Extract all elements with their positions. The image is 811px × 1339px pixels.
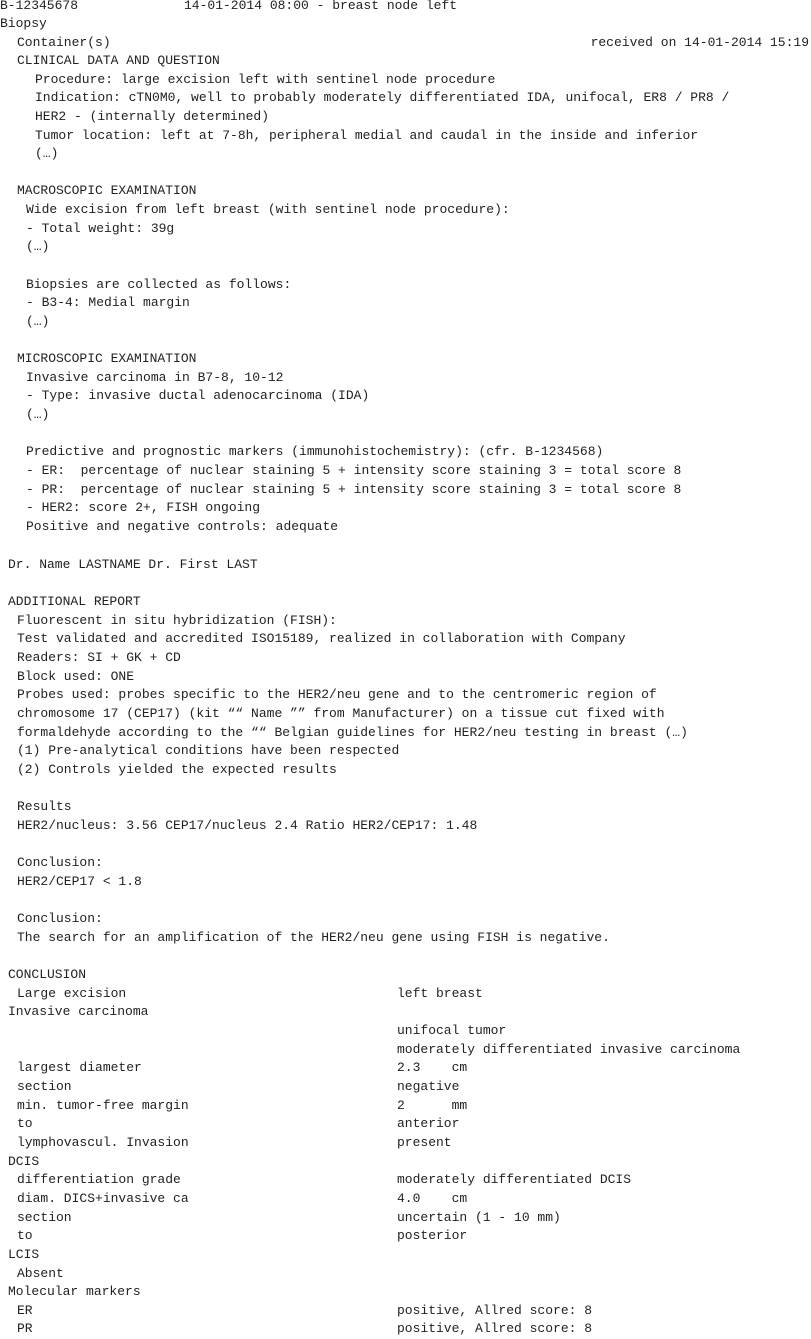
micro-line: - PR: percentage of nuclear staining 5 + intensity score staining 3 = total score 8	[26, 482, 682, 497]
macro-line: - Total weight: 39g	[26, 221, 175, 236]
conclusion2-heading: Conclusion:	[17, 911, 103, 926]
container-label: Container(s)	[17, 35, 111, 50]
conclusion2-line: The search for an amplification of the HER2/neu gene using FISH is negative.	[17, 930, 610, 945]
micro-line: - Type: invasive ductal adenocarcinoma (IDA)	[26, 388, 370, 403]
conclusion-row: section negative	[17, 1079, 460, 1094]
conclusion-row: moderately differentiated invasive carcinoma	[397, 1042, 741, 1057]
additional-heading: ADDITIONAL REPORT	[8, 594, 141, 609]
micro-line: - ER: percentage of nuclear staining 5 + intensity score staining 3 = total score 8	[26, 463, 682, 478]
conclusion-row: section uncertain (1 - 10 mm)	[17, 1210, 561, 1225]
conclusion-row: LCIS	[8, 1247, 40, 1262]
conclusion-heading: CONCLUSION	[8, 967, 87, 982]
conclusion-row: unifocal tumor	[397, 1023, 507, 1038]
micro-line: - HER2: score 2+, FISH ongoing	[26, 500, 261, 515]
conclusion-row: Molecular markers	[8, 1284, 141, 1299]
conclusion-row: DCIS	[8, 1154, 40, 1169]
conclusion-row: min. tumor-free margin 2 mm	[17, 1098, 468, 1113]
micro-line: Positive and negative controls: adequate	[26, 519, 339, 534]
macro-heading: MACROSCOPIC EXAMINATION	[17, 183, 197, 198]
additional-line: Readers: SI + GK + CD	[17, 650, 181, 665]
conclusion-row: lymphovascul. Invasion present	[17, 1135, 452, 1150]
report-type: Biopsy	[0, 16, 47, 31]
conclusion-row: to anterior	[17, 1116, 460, 1131]
report-header-line	[0, 0, 811, 15]
micro-heading: MICROSCOPIC EXAMINATION	[17, 351, 197, 366]
additional-line: Probes used: probes specific to the HER2/neu gene and to the centromeric region of	[17, 687, 657, 702]
conclusion-row: to posterior	[17, 1228, 468, 1243]
clinical-line: Procedure: large excision left with sentinel node procedure	[35, 72, 496, 87]
macro-line: Wide excision from left breast (with sentinel node procedure):	[26, 202, 510, 217]
clinical-line: Tumor location: left at 7-8h, peripheral medial and caudal in the inside and inferior	[35, 128, 699, 143]
additional-line: formaldehyde according to the ““ Belgian guidelines for HER2/neu testing in breast (…)	[17, 725, 688, 740]
report-id: B-12345678	[0, 0, 79, 13]
conclusion1-line: HER2/CEP17 < 1.8	[17, 874, 142, 889]
results-heading: Results	[17, 799, 72, 814]
additional-line: chromosome 17 (CEP17) (kit ““ Name ”” from Manufacturer) on a tissue cut fixed with	[17, 706, 665, 721]
clinical-line: (…)	[35, 146, 59, 161]
request-info: 14-01-2014 08:00 - breast node left	[184, 0, 458, 13]
conclusion-row: diam. DICS+invasive ca 4.0 cm	[17, 1191, 468, 1206]
results-line: HER2/nucleus: 3.56 CEP17/nucleus 2.4 Ratio HER2/CEP17: 1.48	[17, 818, 478, 833]
additional-line: Fluorescent in situ hybridization (FISH):	[17, 613, 337, 628]
micro-line: Invasive carcinoma in B7-8, 10-12	[26, 370, 284, 385]
clinical-line: HER2 - (internally determined)	[35, 109, 270, 124]
additional-line: Test validated and accredited ISO15189, realized in collaboration with Company	[17, 631, 626, 646]
additional-line: Block used: ONE	[17, 669, 135, 684]
signature: Dr. Name LASTNAME Dr. First LAST	[8, 557, 258, 572]
additional-line: (1) Pre-analytical conditions have been respected	[17, 743, 400, 758]
clinical-heading: CLINICAL DATA AND QUESTION	[17, 53, 220, 68]
clinical-line: Indication: cTN0M0, well to probably moderately differentiated IDA, unifocal, ER8 / PR8 /	[35, 90, 730, 105]
macro-line: (…)	[26, 239, 50, 254]
macro-line: - B3-4: Medial margin	[26, 295, 190, 310]
conclusion-row: largest diameter 2.3 cm	[17, 1060, 468, 1075]
container-line	[0, 34, 811, 52]
additional-line: (2) Controls yielded the expected results	[17, 762, 337, 777]
conclusion-row: Large excision left breast	[17, 986, 483, 1001]
conclusion-row: Invasive carcinoma	[8, 1004, 149, 1019]
macro-line: Biopsies are collected as follows:	[26, 277, 292, 292]
conclusion-row: Absent	[17, 1266, 64, 1281]
conclusion-row: PR positive, Allred score: 8	[17, 1321, 593, 1336]
conclusion-row: ER positive, Allred score: 8	[17, 1303, 593, 1318]
conclusion1-heading: Conclusion:	[17, 855, 103, 870]
macro-line: (…)	[26, 314, 50, 329]
micro-line: Predictive and prognostic markers (immunohistochemistry): (cfr. B-1234568)	[26, 444, 604, 459]
micro-line: (…)	[26, 407, 50, 422]
received-date: received on 14-01-2014 15:19	[590, 35, 809, 50]
conclusion-row: differentiation grade moderately differentiated DCIS	[17, 1172, 632, 1187]
